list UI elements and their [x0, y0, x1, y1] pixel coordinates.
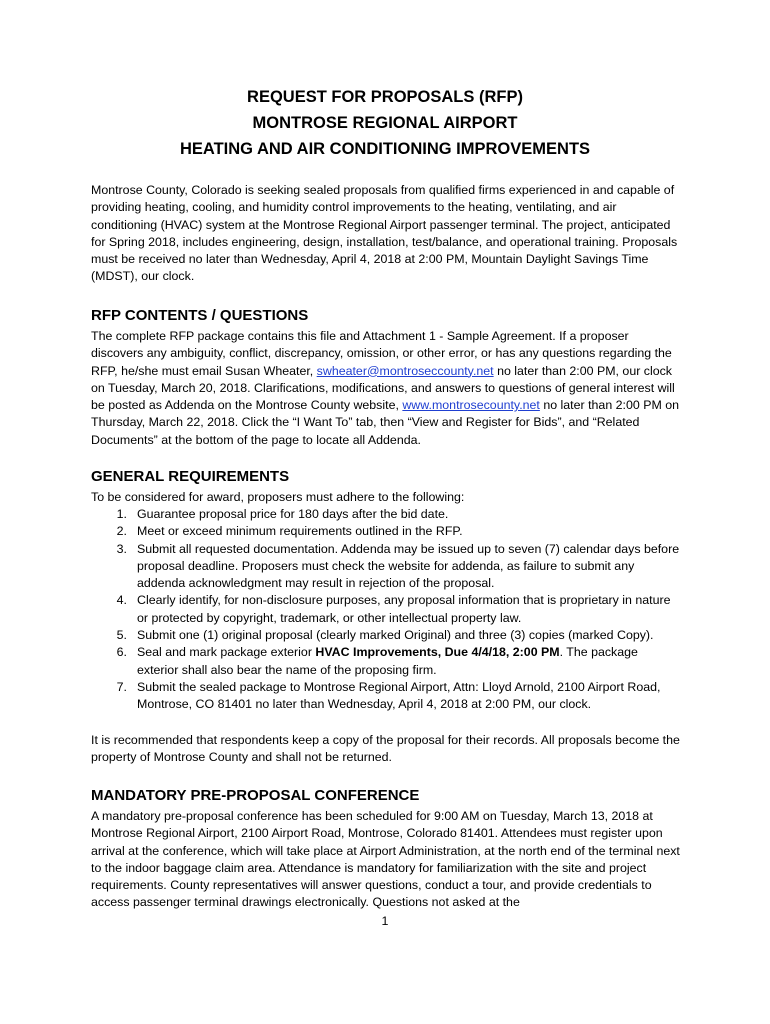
- list-item: [91, 679, 681, 714]
- list-item-text: Submit one (1) original proposal (clearly marked Original) and three (3) copies (marked Copy).: [137, 628, 654, 643]
- general-requirements-heading: GENERAL REQUIREMENTS: [91, 468, 290, 485]
- list-item-number: 4.: [116, 593, 127, 608]
- rfp-contents-text-1: The complete RFP package contains this file and Attachment 1 - Sample Agreement. If a proposer discovers any ambiguity, conflict, discrepancy, omission, or other error, or has any questions regarding the RFP, he/she must email Susan Wheater,: [91, 329, 672, 378]
- mandatory-conference-heading: MANDATORY PRE-PROPOSAL CONFERENCE: [91, 787, 420, 804]
- document-title: [0, 84, 770, 162]
- rfp-contents-heading: RFP CONTENTS / QUESTIONS: [91, 307, 309, 324]
- list-item-text: Submit the sealed package to Montrose Regional Airport, Attn: Lloyd Arnold, 2100 Airport Road, Montrose, CO 81401 no later than Wednesday, April 4, 2018 at 2:00 PM, our clock.: [137, 679, 661, 712]
- list-item-text: [137, 644, 681, 679]
- list-item-text: Meet or exceed minimum requirements outlined in the RFP.: [137, 524, 463, 539]
- contact-email-link[interactable]: swheater@montroseccounty.net: [316, 363, 494, 378]
- list-item-number: 1.: [116, 507, 127, 521]
- list-item-text: Submit all requested documentation. Addenda may be issued up to seven (7) calendar days before proposal deadline. Proposers must check the website for addenda, as failure to submit any addenda acknowledgment may result in rejection of the proposal.: [137, 541, 680, 591]
- list-item-text: Guarantee proposal price for 180 days after the bid date.: [137, 507, 449, 521]
- list-item: [91, 523, 681, 540]
- list-item-number: 7.: [116, 679, 127, 694]
- mandatory-conference-paragraph: A mandatory pre-proposal conference has been scheduled for 9:00 AM on Tuesday, March 13, 2018 at Montrose Regional Airport, 2100 Airport Road, Montrose, Colorado 81401. Attendees must register upon arrival at the conference, which will take place at Airport Administration, at the north end of the terminal next to the indoor baggage claim area. Attendance is mandatory for familiarization with the site and project requirements. County representatives will answer questions, conduct a tour, and provide credentials to access passenger terminal drawings electronically. Questions not asked at the: [91, 809, 680, 910]
- rfp-contents-text-2: no later than 2:00 PM, our clock on Tuesday, March 20, 2018. Clarifications, modifications, and answers to questions of general interest will be posted as Addenda on the Montrose County website,: [91, 363, 675, 413]
- title-line-2: MONTROSE REGIONAL AIRPORT: [252, 114, 518, 132]
- list-item: [91, 627, 681, 644]
- title-line-3: HEATING AND AIR CONDITIONING IMPROVEMENTS: [179, 140, 591, 158]
- list-item: [91, 541, 681, 593]
- package-label-emphasis: HVAC Improvements, Due 4/4/18, 2:00 PM: [315, 645, 560, 660]
- requirements-list: [91, 506, 681, 714]
- list-item-number: 2.: [116, 524, 127, 539]
- page-number: 1: [381, 914, 389, 928]
- list-item-number: 3.: [116, 541, 127, 556]
- county-website-link[interactable]: www.montrosecounty.net: [402, 398, 540, 413]
- list-item: [91, 506, 681, 523]
- list-item-text: Clearly identify, for non-disclosure purposes, any proposal information that is proprietary in nature or protected by copyright, trademark, or other intellectual property law.: [137, 593, 671, 625]
- rfp-contents-paragraph: [91, 328, 681, 449]
- intro-paragraph: Montrose County, Colorado is seeking sealed proposals from qualified firms experienced in and capable of providing heating, cooling, and humidity control improvements to the heating, ventilating, and air conditioning (HVAC) system at the Montrose Regional Airport passenger terminal. The project, anticipated for Spring 2018, includes engineering, design, installation, test/balance, and operational training. Proposals must be received no later than Wednesday, April 4, 2018 at 2:00 PM, Mountain Daylight Savings Time (MDST), our clock.: [91, 183, 678, 284]
- title-line-1: REQUEST FOR PROPOSALS (RFP): [247, 88, 523, 106]
- list-item: [91, 592, 681, 627]
- rfp-contents-text-3: no later than 2:00 PM on Thursday, March 22, 2018. Click the “I Want To” tab, then “View and Register for Bids”, and “Related Documents” at the bottom of the page to locate all Addenda.: [91, 398, 680, 447]
- list-item: [91, 644, 681, 679]
- general-requirements-closing: It is recommended that respondents keep a copy of the proposal for their records. All proposals become the property of Montrose County and shall not be returned.: [91, 733, 680, 765]
- list-item-text-part: Seal and mark package exterior: [137, 645, 316, 660]
- list-item-number: 6.: [116, 645, 127, 660]
- list-item-text-part: . The package exterior shall also bear the name of the proposing firm.: [137, 645, 638, 677]
- list-item-number: 5.: [116, 628, 127, 643]
- general-requirements-intro: To be considered for award, proposers must adhere to the following:: [91, 490, 465, 504]
